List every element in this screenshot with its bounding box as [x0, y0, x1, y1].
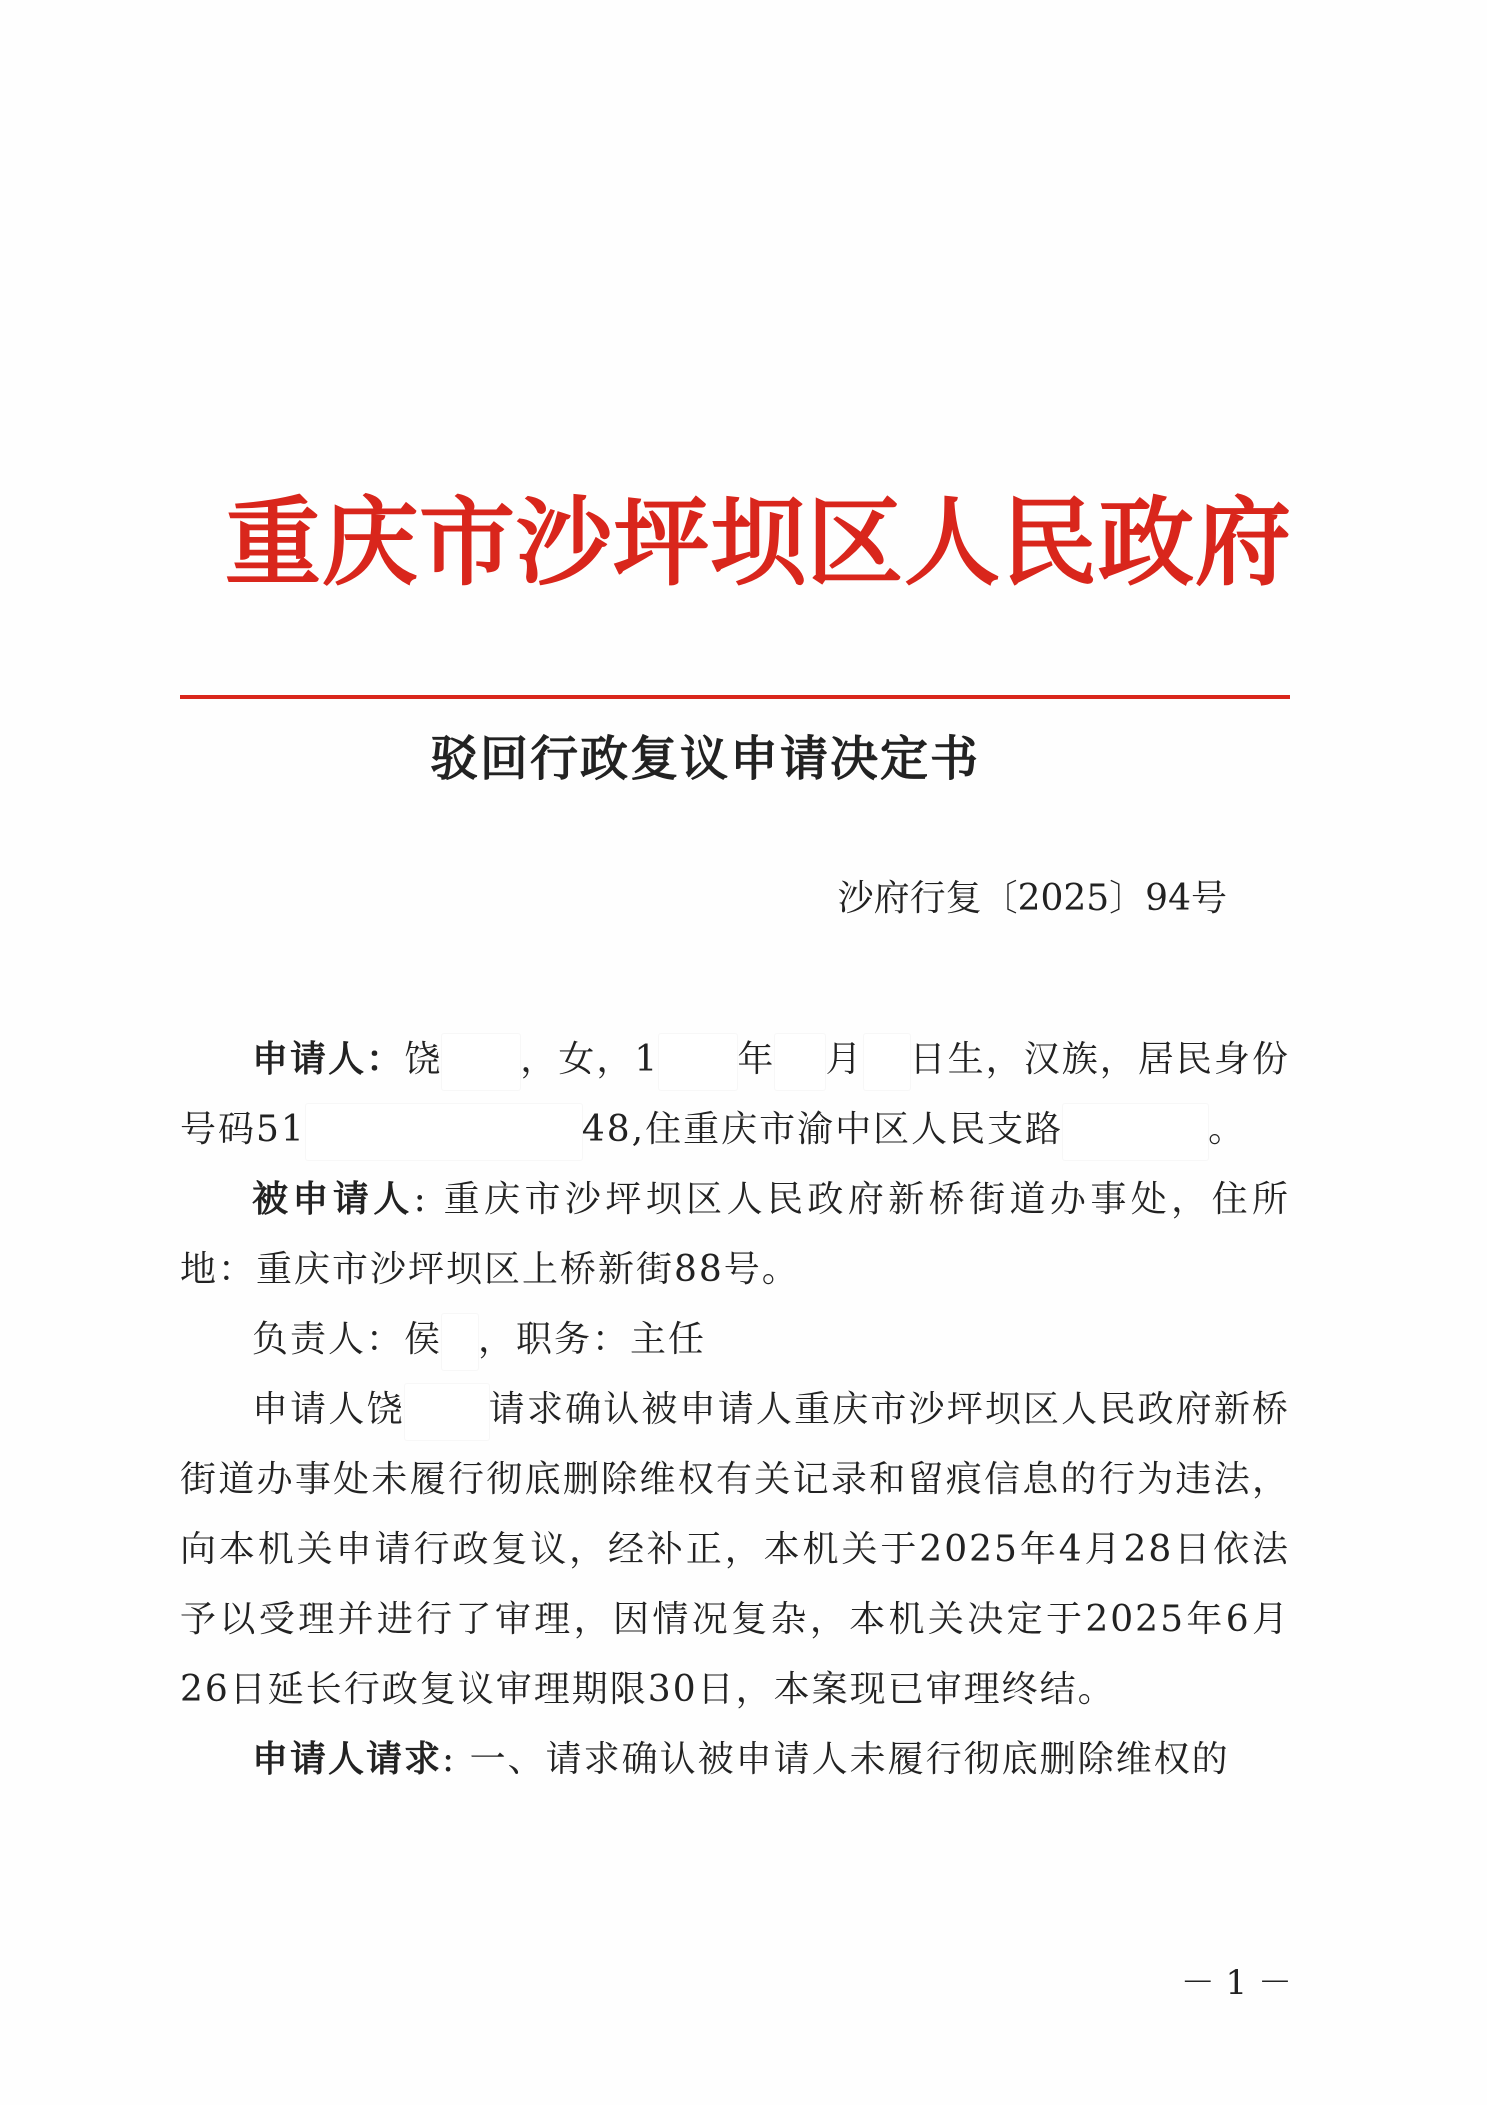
applicant-text-3: 月	[825, 1039, 864, 1080]
request-text: : 一、请求确认被申请人未履行彻底删除维权的	[442, 1739, 1230, 1780]
applicant-surname: 饶	[404, 1039, 443, 1080]
document-body	[180, 1025, 1290, 1795]
bleed-through-line-2	[180, 370, 1300, 419]
applicant-text-4: 日生，汉族，居民身份号码51	[180, 1039, 1290, 1150]
applicant-label: 申请人：	[252, 1039, 405, 1080]
head-person-text-2: ，职务：主任	[478, 1319, 707, 1360]
head-person-text-1: 负责人：侯	[252, 1319, 443, 1360]
applicant-text-6: 。	[1208, 1109, 1247, 1150]
redaction-block	[1063, 1104, 1208, 1160]
request-paragraph	[180, 1725, 1290, 1795]
bleed-through-line-1	[180, 300, 1300, 349]
redaction-block	[775, 1034, 825, 1090]
case-paragraph	[180, 1375, 1290, 1725]
redaction-block	[442, 1034, 520, 1090]
issuer-masthead: 重庆市沙坪坝区人民政府	[225, 486, 1292, 599]
applicant-paragraph	[180, 1025, 1290, 1165]
applicant-text-1: ，女，1	[520, 1039, 660, 1080]
document-number: 沙府行复〔2025〕94号	[837, 878, 1227, 919]
redaction-block	[864, 1034, 910, 1090]
head-person-paragraph	[180, 1305, 1290, 1375]
case-text-2: 请求确认被申请人重庆市沙坪坝区人民政府新桥街道办事处未履行彻底删除维权有关记录和留痕信息的行为违法，向本机关申请行政复议，经补正，本机关于2025年4月28日依法予以受理并进行了审理，因情况复杂，本机关决定于2025年6月26日延长行政复议审理期限30日，本案现已审理终结。	[180, 1389, 1290, 1710]
applicant-text-5: 48,住重庆市渝中区人民支路	[581, 1109, 1064, 1150]
redaction-block	[405, 1384, 489, 1440]
respondent-label: 被申请人	[252, 1179, 414, 1220]
redaction-block	[659, 1034, 737, 1090]
case-text-1: 申请人饶	[252, 1389, 405, 1430]
document-title: 驳回行政复议申请决定书	[430, 731, 981, 787]
redaction-block	[442, 1314, 478, 1370]
respondent-text: : 重庆市沙坪坝区人民政府新桥街道办事处，住所地：重庆市沙坪坝区上桥新街88号。	[180, 1179, 1290, 1290]
page-number: － 1 －	[1180, 1963, 1292, 2003]
redaction-block	[306, 1104, 582, 1160]
applicant-text-2: 年	[737, 1039, 776, 1080]
request-label: 申请人请求	[252, 1739, 443, 1780]
respondent-paragraph	[180, 1165, 1290, 1305]
red-divider-rule	[180, 695, 1290, 699]
